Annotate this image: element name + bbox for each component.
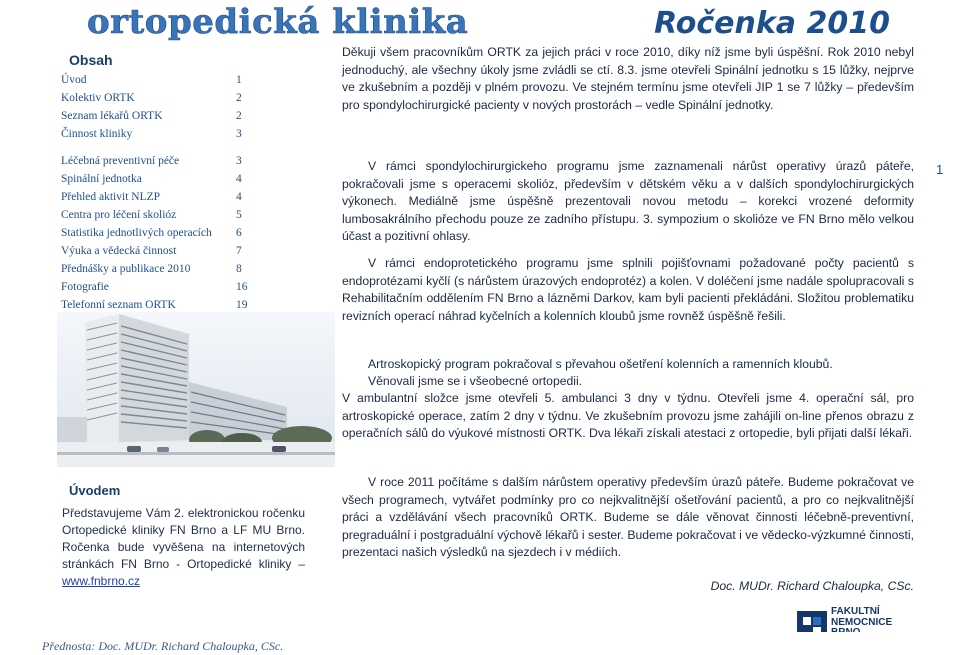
paragraph-general-orthopedics: Věnovali jsme se i všeobecné ortopedii.: [368, 374, 583, 388]
toc-item-uvod[interactable]: [61, 72, 331, 90]
paragraph-ambulance: V ambulantní složce jsme otevřeli 5. ambulanci 3 dny v týdnu. Otevřeli jsme 4. operační sál, pro artroskopické operace, zatím 2 dny v týdnu. Ve zkušebním provozu jsme zahájili on-line přenos obrazu z operačních sálů do výukové místnosti ORTK. Dva lékaři získali atestaci z ortopedie, byli přijati další lékaři.: [342, 391, 914, 440]
toc-item-vyuka[interactable]: [61, 243, 331, 261]
website-link[interactable]: www.fnbrno.cz: [62, 574, 141, 588]
toc-item-page: 2: [236, 92, 242, 104]
toc-item-statistika[interactable]: [61, 225, 331, 243]
logo-line: FAKULTNÍ: [831, 606, 880, 617]
toc-item-fotografie[interactable]: [61, 279, 331, 297]
toc-item-label: Centra pro léčení skolióz: [61, 209, 177, 221]
toc-item-label: Výuka a vědecká činnost: [61, 245, 177, 257]
toc-item-cinnost[interactable]: [61, 126, 331, 144]
toc-item-label: Telefonní seznam ORTK: [61, 299, 176, 311]
paragraph-endoprosthetics: V rámci endoprotetického programu jsme splnili pojišťovnami požadované počty pacientů s endoprotézami kyčlí (s nárůstem úrazových endoprotéz) a kolen. V doléčení jsme nadále spolupracovali s Rehabilitačním oddělením FN Brno a lázněmi Darkov, kam byli pacienti překládáni. Složitou problematiku revizních operací náhrad kyčelních a kolenních kloubů jsme rovněž úspěšně řešili.: [342, 256, 914, 323]
toc-item-page: 2: [236, 110, 242, 122]
paragraph-plans-2011: V roce 2011 počítáme s dalším nárůstem operativy především úrazů páteře. Budeme pokračovat ve všech programech, vytvářet podmínky pro co nejkvalitnější ošetřování pacientů, a pro co nejkvalitnější práci a vzdělávání všech pracovníků ORTK. Budeme se dále věnovat činnosti léčebně-preventivní, pregraduální i postgraduální výchově lékařů i sester. Budeme pokračovat i ve vědecko-výzkumné činnosti, prezentaci našich výsledků na sjezdech i v médiích.: [342, 475, 914, 559]
toc-item-nlzp[interactable]: [61, 189, 331, 207]
toc-item-label: Činnost kliniky: [61, 128, 133, 140]
intro-box: [57, 475, 335, 615]
intro-text: [62, 505, 305, 590]
page-number: 1: [936, 162, 944, 177]
toc-item-page: 5: [236, 209, 242, 221]
brand-title: ortopedická klinika: [87, 2, 469, 42]
toc-item-label: Úvod: [61, 74, 87, 86]
toc-item-label: Léčebná preventivní péče: [61, 155, 180, 167]
toc-item-page: 19: [236, 299, 248, 311]
toc-item-skoliozy[interactable]: [61, 207, 331, 225]
paragraph-spondylosurgery: V rámci spondylochirurgickeho programu jsme zaznamenali nárůst operativy úrazů páteře, pokračovali jsme s operacemi skolióz, především v dětském věku a v dalších spondylochirurgických výkonech. Mediálně jsme úspěšně prezentovali novou metodu – korekci vrozené deformity lumbosakrálního přechodu pouze ze zadního přístupu. 3. sympozium o skolióze ve FN Brno mělo velkou účast a pozitivní ohlasy.: [342, 159, 914, 243]
toc-item-kolektiv[interactable]: [61, 90, 331, 108]
toc-item-page: 6: [236, 227, 242, 239]
yearbook-title: Ročenka 2010: [654, 6, 890, 41]
toc-list: [61, 72, 331, 315]
page-footer: [0, 632, 960, 655]
toc-item-page: 7: [236, 245, 242, 257]
toc-item-page: 4: [236, 173, 242, 185]
intro-title: Úvodem: [69, 483, 121, 498]
toc-item-page: 8: [236, 263, 242, 275]
paragraph-thanks: Děkuji všem pracovníkům ORTK za jejich práci v roce 2010, díky níž jsme byli úspěšní. Rok 2010 nebyl jednoduchý, ale všechny úkoly jsme zvládli se ctí. 8.3. jsme otevřeli Spinální jednotku s 15 lůžky, nejprve ve zkušebním a později v plném provozu. Ve stejném termínu jsme otevřeli JIP 1 se 7 lůžky – především pro spondylochirurgické pacienty v nových prostorách – vedle Spinální jednotky.: [342, 45, 914, 112]
toc-item-label: Spinální jednotka: [61, 173, 142, 185]
toc-item-label: Kolektiv ORTK: [61, 92, 135, 104]
toc-item-label: Seznam lékařů ORTK: [61, 110, 163, 122]
toc-item-label: Přehled aktivit NLZP: [61, 191, 161, 203]
toc-item-lecebna-pece[interactable]: [61, 153, 331, 171]
toc-item-label: Statistika jednotlivých operacích: [61, 227, 212, 239]
toc-title: Obsah: [69, 52, 113, 68]
toc-item-spinalni-jednotka[interactable]: [61, 171, 331, 189]
paragraph-arthroscopy: Artroskopický program pokračoval s převahou ošetření kolenních a ramenních kloubů.: [368, 357, 833, 371]
toc-item-prednasky[interactable]: [61, 261, 331, 279]
toc-item-label: Fotografie: [61, 281, 109, 293]
main-text-column: [342, 44, 914, 624]
toc-item-page: 3: [236, 155, 242, 167]
footer-text: Přednosta: Doc. MUDr. Richard Chaloupka, CSc.: [42, 639, 284, 653]
toc-item-page: 3: [236, 128, 242, 140]
table-of-contents: [57, 44, 335, 349]
signature: Doc. MUDr. Richard Chaloupka, CSc.: [710, 579, 914, 593]
toc-item-page: 1: [236, 74, 242, 86]
intro-paragraph: Představujeme Vám 2. elektronickou ročenku Ortopedické kliniky FN Brno a LF MU Brno. Ročenka bude vyvěšena na internetových stránkách FN Brno - Ortopedické kliniky –: [62, 506, 305, 571]
hospital-building-photo: [57, 312, 335, 467]
page-header: [0, 0, 960, 44]
toc-item-seznam-lekaru[interactable]: [61, 108, 331, 126]
toc-item-page: 4: [236, 191, 242, 203]
toc-item-page: 16: [236, 281, 248, 293]
toc-item-label: Přednášky a publikace 2010: [61, 263, 191, 275]
logo-line: NEMOCNICE: [831, 616, 893, 628]
